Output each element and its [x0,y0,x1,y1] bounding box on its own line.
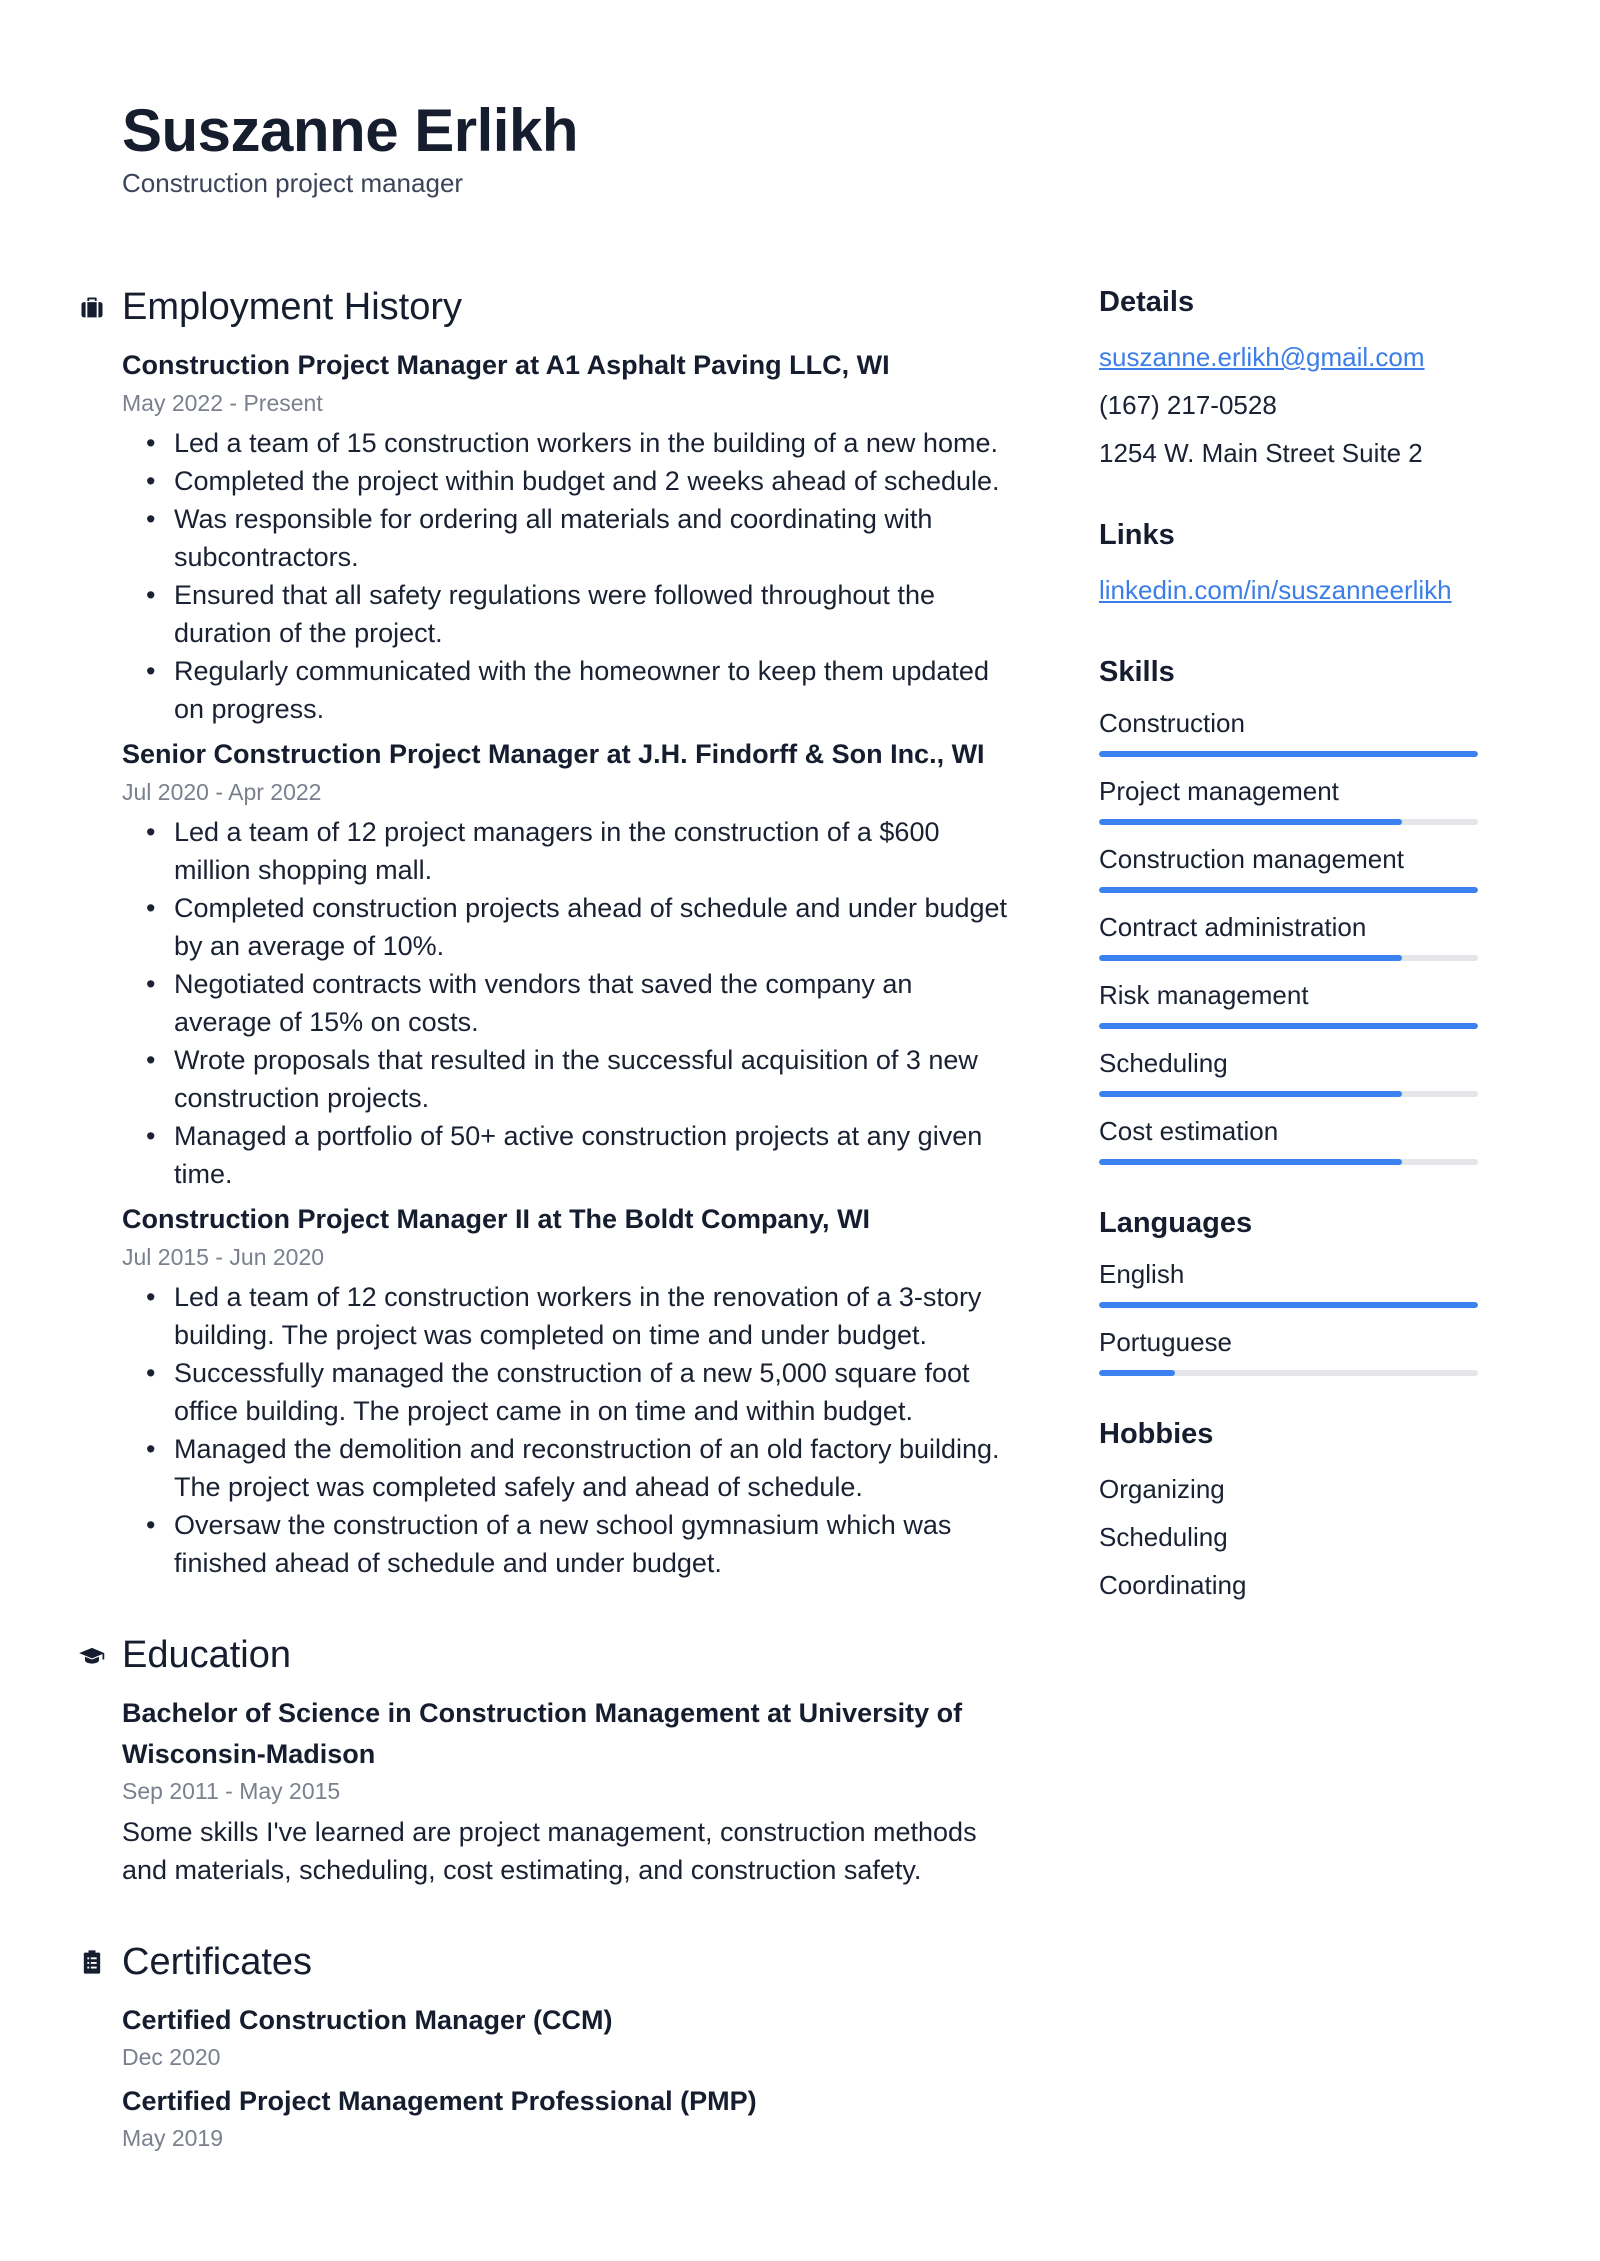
section-title: Education [122,1634,292,1676]
bullet-item: • Led a team of 12 project managers in the construction of a $600 million shopping mall. [174,813,1016,889]
skill-item-label: Cost estimation [1099,1116,1279,1146]
language-item-label: English [1099,1259,1185,1289]
resume-header [122,98,578,199]
education-entries [76,1693,1016,1889]
section-title: Employment History [122,286,462,328]
hobby-item: Scheduling [1099,1522,1228,1552]
job-bullets [122,813,1016,1193]
skills-heading: Skills [1099,656,1175,688]
bullet-item: • Negotiated contracts with vendors that saved the company an average of 15% on costs. [174,965,1016,1041]
skill-item-label: Scheduling [1099,1048,1228,1078]
graduation-cap-icon [76,1640,108,1672]
bullet-item: • Managed the demolition and reconstruction of an old factory building. The project was completed safely and ahead of schedule. [174,1430,1016,1506]
level-bar [1099,887,1478,893]
bullet-item: • Regularly communicated with the homeowner to keep them updated on progress. [174,652,1016,728]
links-heading: Links [1099,519,1175,551]
skill-item [1099,839,1499,893]
skill-item [1099,703,1499,757]
level-bar-fill [1099,819,1402,825]
skill-item-label: Contract administration [1099,912,1367,942]
hobby-item: Organizing [1099,1474,1225,1504]
job-bullets [122,424,1016,728]
skill-item [1099,1043,1499,1097]
level-bar-fill [1099,1091,1402,1097]
skill-item-label: Risk management [1099,980,1309,1010]
email-link[interactable]: suszanne.erlikh@gmail.com [1099,342,1425,372]
bullet-item: • Completed the project within budget and 2 weeks ahead of schedule. [174,462,1016,500]
level-bar-fill [1099,1159,1402,1165]
level-bar [1099,819,1478,825]
level-bar-fill [1099,887,1478,893]
bullet-item: • Successfully managed the construction of a new 5,000 square foot office building. The project came in on time and within budget. [174,1354,1016,1430]
bullet-item: • Managed a portfolio of 50+ active construction projects at any given time. [174,1117,1016,1193]
section-title: Certificates [122,1940,313,1983]
bullet-item: • Was responsible for ordering all materials and coordinating with subcontractors. [174,500,1016,576]
details-heading: Details [1099,286,1195,318]
level-bar-fill [1099,1302,1478,1308]
certificate-title: Certified Construction Manager (CCM) [122,2004,613,2035]
hobby-item: Coordinating [1099,1570,1247,1600]
level-bar [1099,1159,1478,1165]
hobbies-section [1099,1418,1499,1609]
skill-item-label: Project management [1099,776,1339,806]
certificate-date: May 2019 [122,2125,224,2151]
education-description: Some skills I've learned are project management, construction methods and materials, scheduling, cost estimating, and construction safety. [122,1816,977,1885]
employment-entries [76,345,1016,1582]
clipboard-list-icon [76,1946,108,1978]
level-bar-fill [1099,955,1402,961]
section-header [76,1634,1016,1677]
certificate-title: Certified Project Management Professional (PMP) [122,2085,757,2116]
job-date: Jul 2020 - Apr 2022 [122,778,322,805]
certificate-entry [122,2081,1016,2156]
job-entry [122,1199,1016,1582]
languages-heading: Languages [1099,1207,1253,1239]
certificate-date: Dec 2020 [122,2044,221,2070]
education-date: Sep 2011 - May 2015 [122,1778,341,1804]
job-date: May 2022 - Present [122,389,323,416]
links-section [1099,519,1499,614]
level-bar-fill [1099,1370,1175,1376]
bullet-item: • Led a team of 12 construction workers in the renovation of a 3-story building. The project was completed on time and under budget. [174,1278,1016,1354]
linkedin-link[interactable]: linkedin.com/in/suszanneerlikh [1099,575,1452,605]
bullet-item: • Ensured that all safety regulations were followed throughout the duration of the project. [174,576,1016,652]
bullet-item: • Led a team of 15 construction workers in the building of a new home. [174,424,1016,462]
education-section [76,1634,1016,1889]
hobbies-heading: Hobbies [1099,1418,1214,1450]
job-title: Senior Construction Project Manager at J.H. Findorff & Son Inc., WI [122,739,985,769]
certificate-entries [76,2000,1016,2156]
skill-item [1099,975,1499,1029]
skill-item [1099,1111,1499,1165]
languages-section [1099,1207,1499,1376]
bullet-item: • Completed construction projects ahead of schedule and under budget by an average of 10%. [174,889,1016,965]
briefcase-icon [76,292,108,324]
level-bar [1099,1091,1478,1097]
certificates-section [76,1941,1016,2156]
job-title: Construction Project Manager at A1 Asphalt Paving LLC, WI [122,350,890,380]
skills-section [1099,656,1499,1165]
section-header [76,1941,1016,1984]
language-item [1099,1254,1499,1308]
sidebar [1099,286,1499,1651]
details-section [1099,286,1499,477]
language-item [1099,1322,1499,1376]
skill-item [1099,907,1499,961]
level-bar [1099,751,1478,757]
skills-list [1099,703,1499,1165]
employment-section [76,286,1016,1582]
languages-list [1099,1254,1499,1376]
section-header [76,286,1016,329]
candidate-title: Construction project manager [122,168,464,198]
level-bar [1099,955,1478,961]
education-entry [122,1693,1016,1889]
job-entry [122,345,1016,728]
candidate-name: Suszanne Erlikh [122,97,578,164]
skill-item-label: Construction management [1099,844,1404,874]
language-item-label: Portuguese [1099,1327,1232,1357]
degree-title: Bachelor of Science in Construction Management at University of Wisconsin-Madison [122,1698,963,1769]
skill-item-label: Construction [1099,708,1245,738]
phone-number: (167) 217-0528 [1099,390,1277,420]
bullet-item: • Wrote proposals that resulted in the successful acquisition of 3 new construction projects. [174,1041,1016,1117]
level-bar-fill [1099,1023,1478,1029]
bullet-item: • Oversaw the construction of a new school gymnasium which was finished ahead of schedule and under budget. [174,1506,1016,1582]
job-date: Jul 2015 - Jun 2020 [122,1243,325,1270]
address: 1254 W. Main Street Suite 2 [1099,438,1423,468]
certificate-entry [122,2000,1016,2075]
job-bullets [122,1278,1016,1582]
main-column [76,286,1016,2208]
level-bar [1099,1023,1478,1029]
level-bar [1099,1370,1478,1376]
level-bar [1099,1302,1478,1308]
skill-item [1099,771,1499,825]
job-entry [122,734,1016,1193]
job-title: Construction Project Manager II at The Boldt Company, WI [122,1204,871,1234]
hobbies-list [1099,1465,1499,1609]
level-bar-fill [1099,751,1478,757]
